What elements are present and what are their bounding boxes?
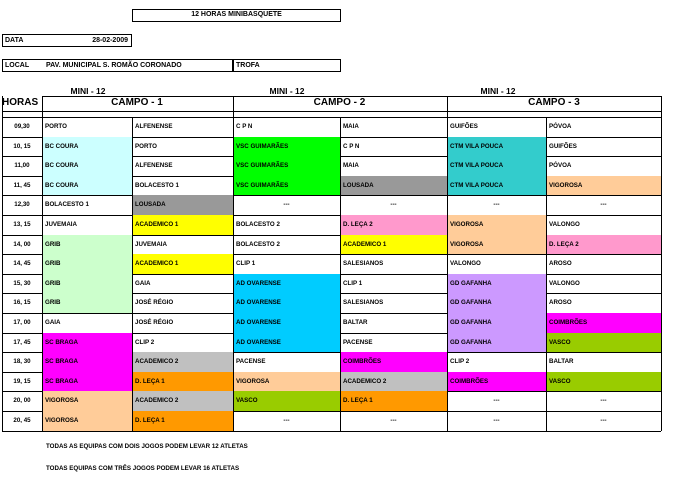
team-cell: BOLACESTO 1: [45, 201, 89, 209]
row-divider: [2, 431, 661, 432]
team-cell: ---: [390, 417, 397, 424]
team-cell: PACENSE: [236, 358, 266, 366]
team-cell: COIMBRÕES: [340, 352, 447, 372]
team-cell: AD OVARENSE: [233, 274, 340, 294]
team-cell: ---: [493, 397, 500, 405]
hour-cell: 14, 45: [13, 260, 31, 268]
team-cell: ALFENENSE: [135, 162, 173, 170]
team-cell: CLIP 1: [343, 279, 363, 287]
team-cell: ACADEMICO 2: [340, 372, 447, 392]
team-cell: VIGOROSA: [233, 372, 340, 392]
team-cell: D. LEÇA 2: [546, 235, 661, 255]
hour-cell: 11,00: [14, 162, 30, 170]
team-cell: CTM VILA POUCA: [447, 156, 546, 176]
team-cell: ALFENENSE: [135, 123, 173, 130]
column-divider: [447, 96, 448, 431]
category-top-line: [42, 96, 661, 97]
team-cell: GUIFÕES: [549, 142, 577, 150]
team-cell: VASCO: [546, 372, 661, 392]
hour-cell: 15, 30: [13, 279, 31, 287]
team-cell: ACADEMICO 1: [132, 215, 233, 235]
hour-cell: 20, 45: [13, 417, 31, 424]
team-cell: ---: [390, 201, 397, 209]
team-cell: VALONGO: [549, 279, 580, 287]
team-cell: ---: [283, 201, 290, 209]
team-cell: C P N: [236, 123, 253, 130]
team-cell: PÓVOA: [549, 162, 572, 170]
team-cell: VASCO: [233, 391, 340, 411]
team-cell: AD OVARENSE: [233, 333, 340, 353]
team-cell: COIMBRÕES: [546, 313, 661, 333]
team-cell: VIGOROSA: [546, 176, 661, 196]
team-cell: VSC GUIMARÃES: [233, 137, 340, 157]
hour-cell: 11, 45: [13, 181, 31, 189]
category-label-2: MINI - 12: [269, 86, 305, 96]
column-divider: [661, 96, 662, 431]
team-cell: ---: [493, 201, 500, 209]
hour-cell: 20, 00: [13, 397, 31, 405]
team-cell: ACADEMICO 1: [340, 235, 447, 255]
column-divider: [132, 117, 133, 431]
team-cell: AROSO: [549, 299, 572, 307]
team-cell: BOLACESTO 2: [236, 221, 280, 228]
category-label-3: MINI - 12: [480, 86, 516, 96]
team-cell: VALONGO: [450, 260, 481, 268]
team-cell: JUVEMAIA: [135, 240, 167, 248]
team-cell: ACADEMICO 2: [132, 352, 233, 372]
hour-cell: 13, 15: [13, 221, 31, 228]
team-cell: ---: [600, 201, 607, 209]
team-cell: C P N: [343, 142, 360, 150]
team-cell: ---: [283, 417, 290, 424]
field-header-2: CAMPO - 2: [313, 97, 366, 108]
hour-cell: 18, 30: [13, 358, 31, 366]
hour-cell: 14, 00: [13, 240, 31, 248]
location-label: LOCAL: [5, 62, 30, 69]
team-cell: AD OVARENSE: [233, 293, 340, 313]
team-cell: BC COURA: [42, 137, 132, 157]
team-cell: ACADEMICO 2: [132, 391, 233, 411]
team-cell: GRIB: [42, 274, 132, 294]
team-cell: BOLACESTO 1: [135, 181, 179, 189]
team-cell: BC COURA: [42, 176, 132, 196]
team-cell: JOSÉ RÉGIO: [135, 319, 174, 326]
header-line: [2, 111, 661, 112]
page-title: 12 HORAS MINIBASQUETE: [191, 11, 282, 18]
team-cell: GD GAFANHA: [447, 313, 546, 333]
team-cell: ---: [493, 417, 500, 424]
note-line-1: TODAS AS EQUIPAS COM DOIS JOGOS PODEM LEVAR 12 ATLETAS: [46, 443, 248, 450]
team-cell: MAIA: [343, 162, 359, 170]
date-value: 28-02-2009: [92, 37, 128, 44]
team-cell: SC BRAGA: [42, 352, 132, 372]
team-cell: ---: [600, 417, 607, 424]
hours-header: HORAS: [2, 97, 39, 108]
date-label: DATA: [5, 37, 24, 44]
team-cell: VSC GUIMARÃES: [233, 176, 340, 196]
team-cell: D. LEÇA 1: [132, 372, 233, 392]
team-cell: GD GAFANHA: [447, 293, 546, 313]
team-cell: CTM VILA POUCA: [447, 176, 546, 196]
team-cell: GRIB: [42, 293, 132, 313]
hour-cell: 12,30: [14, 201, 30, 209]
team-cell: PÓVOA: [549, 123, 572, 130]
team-cell: SC BRAGA: [42, 372, 132, 392]
team-cell: PORTO: [135, 142, 157, 150]
team-cell: ---: [600, 397, 607, 405]
team-cell: BC COURA: [42, 156, 132, 176]
team-cell: VSC GUIMARÃES: [233, 156, 340, 176]
team-cell: CTM VILA POUCA: [447, 137, 546, 157]
team-cell: GD GAFANHA: [447, 274, 546, 294]
team-cell: CLIP 2: [450, 358, 470, 366]
team-cell: JOSÉ RÉGIO: [135, 299, 174, 307]
team-cell: GRIB: [42, 254, 132, 274]
team-cell: D. LEÇA 1: [132, 411, 233, 431]
hour-cell: 17, 00: [13, 319, 31, 326]
team-cell: VIGOROSA: [42, 391, 132, 411]
team-cell: D. LEÇA 2: [340, 215, 447, 235]
hour-cell: 09,30: [14, 123, 30, 130]
column-divider: [42, 96, 43, 431]
hour-cell: 17, 45: [13, 338, 31, 346]
team-cell: VIGOROSA: [42, 411, 132, 431]
team-cell: GUIFÕES: [450, 123, 478, 130]
column-divider: [2, 96, 3, 431]
note-line-2: TODAS EQUIPAS COM TRÊS JOGOS PODEM LEVAR 16 ATLETAS: [46, 465, 240, 472]
team-cell: BALTAR: [343, 319, 368, 326]
team-cell: VIGOROSA: [447, 235, 546, 255]
category-label-1: MINI - 12: [70, 86, 106, 96]
team-cell: D. LEÇA 1: [340, 391, 447, 411]
team-cell: SALESIANOS: [343, 260, 384, 268]
team-cell: VASCO: [546, 333, 661, 353]
team-cell: ACADEMICO 1: [132, 254, 233, 274]
team-cell: COIMBRÕES: [447, 372, 546, 392]
column-divider: [546, 117, 547, 431]
team-cell: BOLACESTO 2: [236, 240, 280, 248]
field-header-1: CAMPO - 1: [111, 97, 163, 108]
venue-value: PAV. MUNICIPAL S. ROMÃO CORONADO: [46, 62, 182, 69]
team-cell: AROSO: [549, 260, 572, 268]
team-cell: GRIB: [42, 235, 132, 255]
hour-cell: 10, 15: [13, 142, 31, 150]
team-cell: MAIA: [343, 123, 359, 130]
team-cell: LOUSADA: [132, 195, 233, 215]
team-cell: SALESIANOS: [343, 299, 384, 307]
team-cell: PORTO: [45, 123, 67, 130]
team-cell: GAIA: [45, 319, 61, 326]
team-cell: AD OVARENSE: [233, 313, 340, 333]
hour-cell: 19, 15: [13, 377, 31, 385]
team-cell: LOUSADA: [340, 176, 447, 196]
header-line: [2, 117, 661, 118]
team-cell: GD GAFANHA: [447, 333, 546, 353]
team-cell: BALTAR: [549, 358, 574, 366]
column-divider: [340, 117, 341, 431]
town-value: TROFA: [236, 62, 260, 69]
team-cell: GAIA: [135, 279, 151, 287]
team-cell: PACENSE: [343, 338, 373, 346]
team-cell: VIGOROSA: [447, 215, 546, 235]
hour-cell: 16, 15: [13, 299, 31, 307]
column-divider: [233, 96, 234, 431]
field-header-3: CAMPO - 3: [528, 97, 580, 108]
team-cell: VALONGO: [549, 221, 580, 228]
team-cell: SC BRAGA: [42, 333, 132, 353]
team-cell: JUVEMAIA: [45, 221, 77, 228]
team-cell: CLIP 2: [135, 338, 155, 346]
team-cell: CLIP 1: [236, 260, 256, 268]
